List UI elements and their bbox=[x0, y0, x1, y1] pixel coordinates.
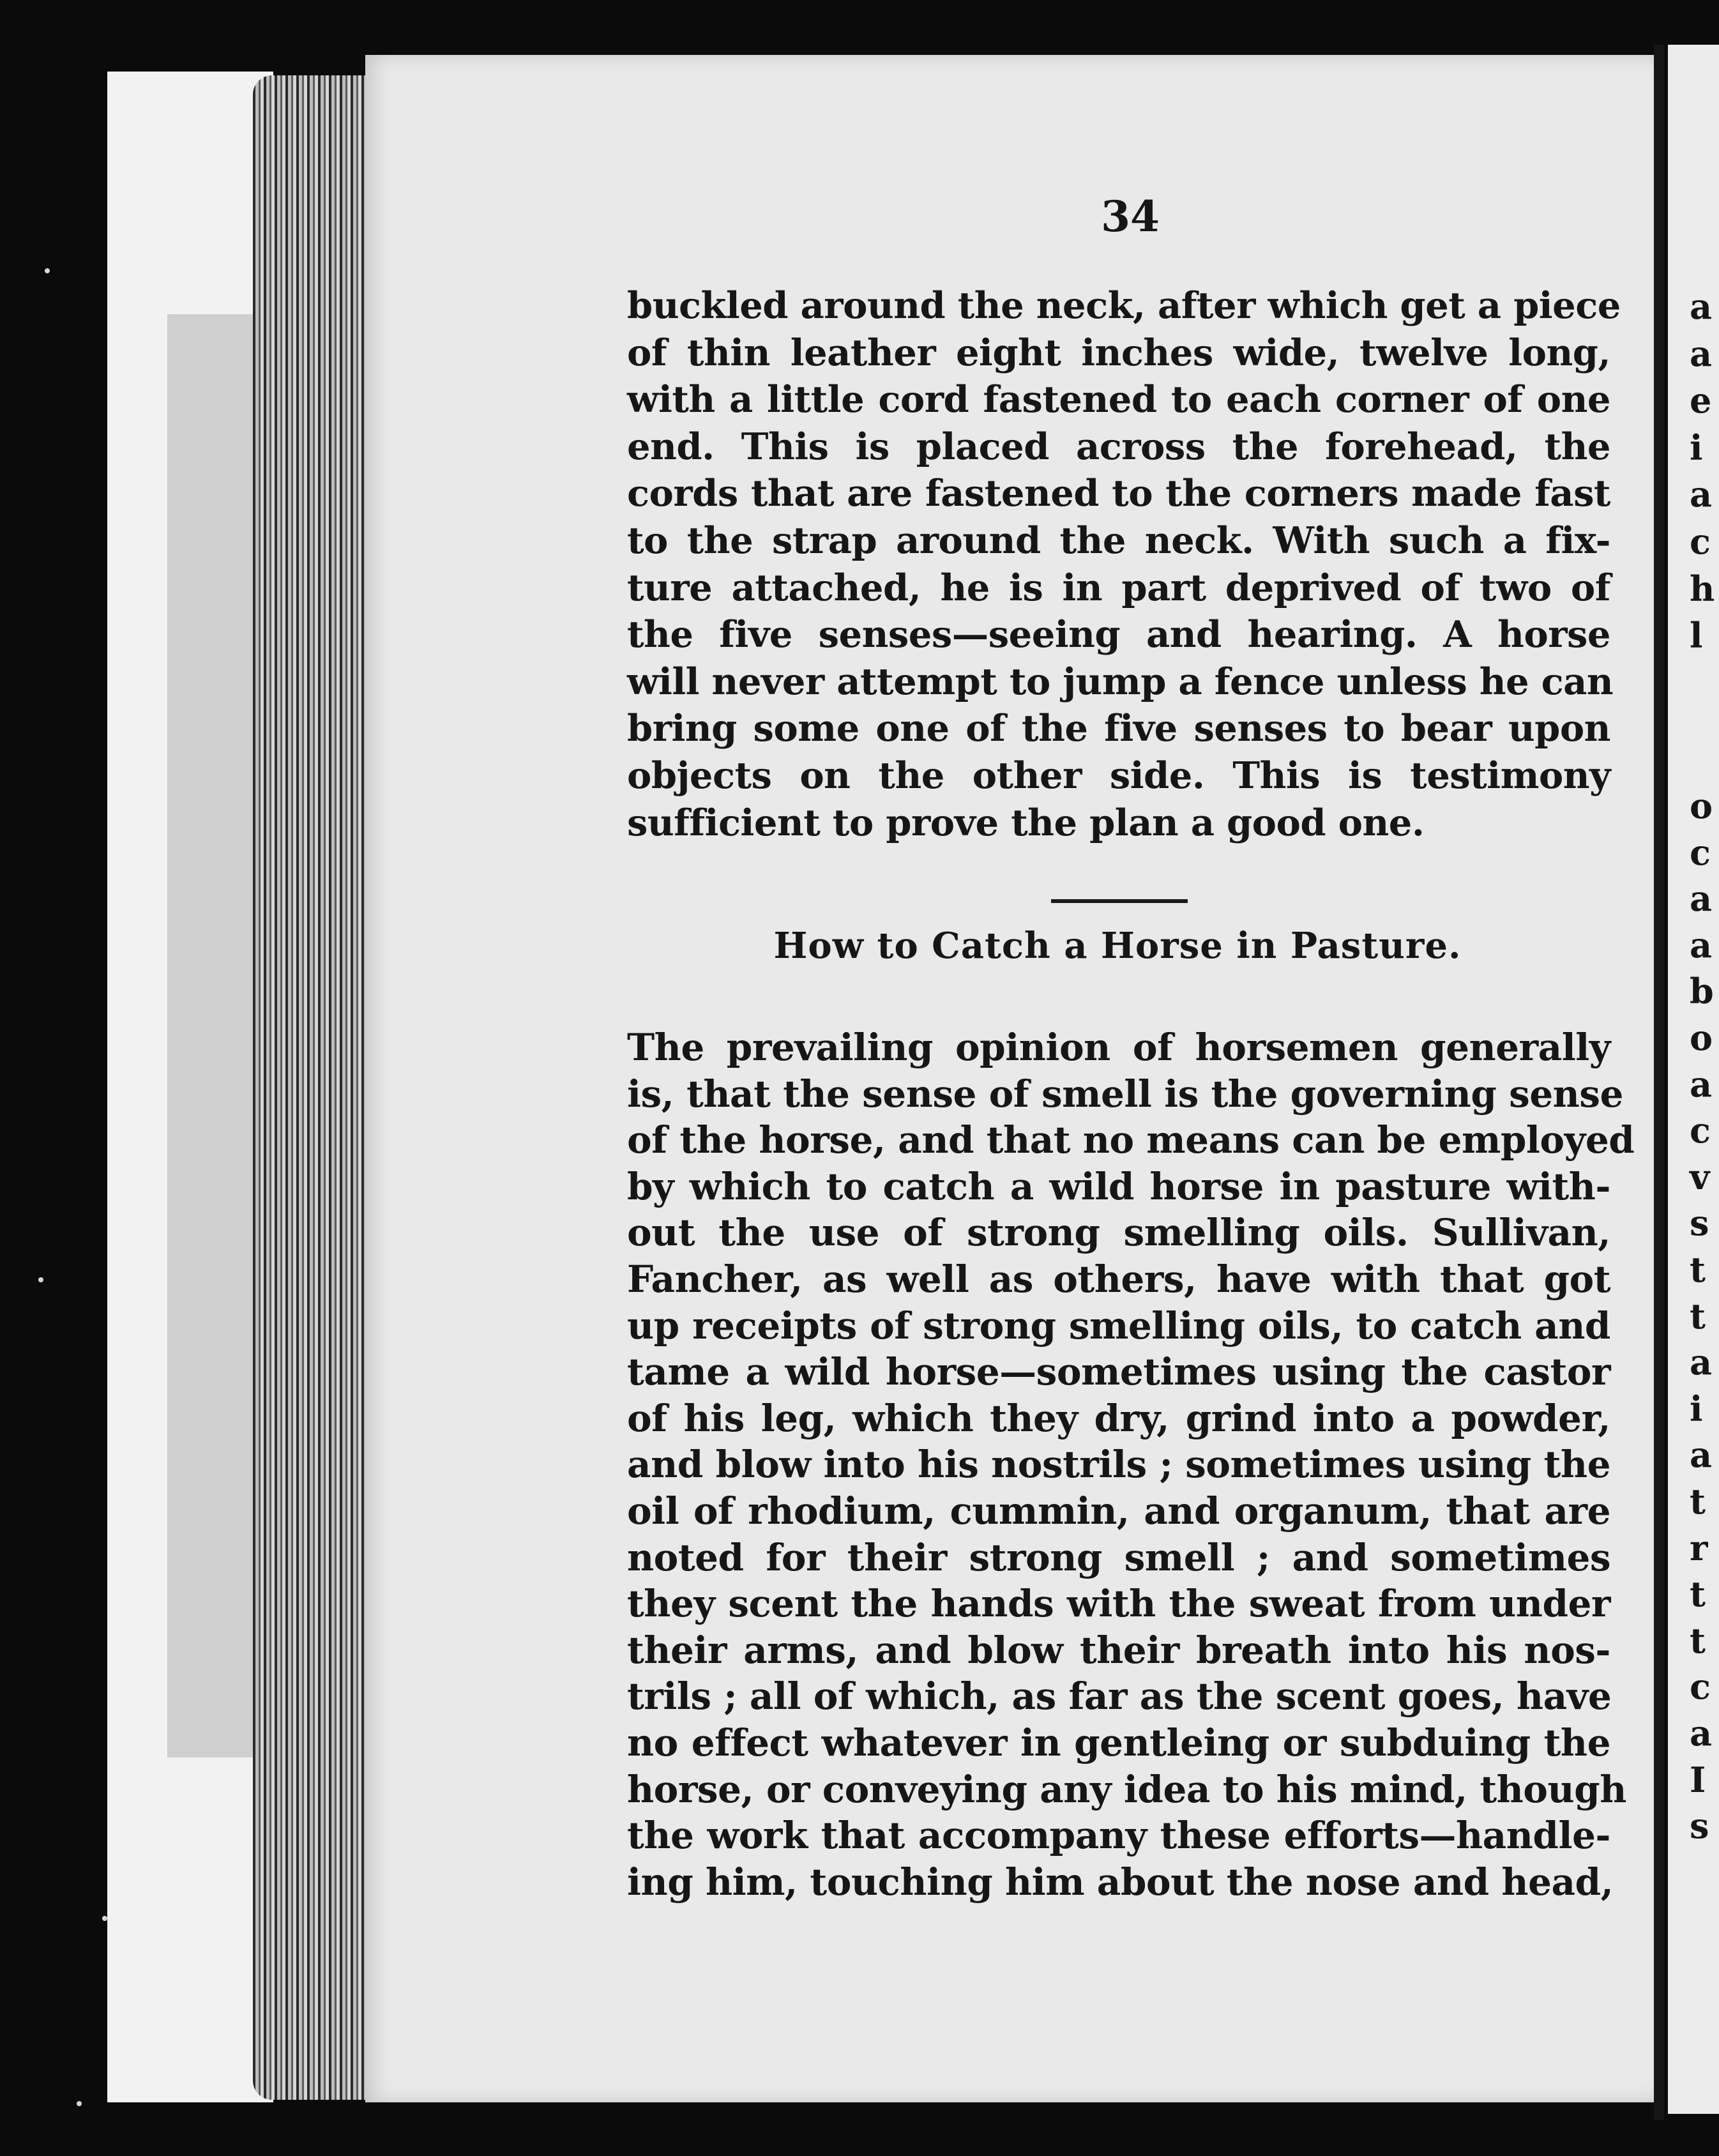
text-line: noted for their strong smell ; and sometimes bbox=[627, 1535, 1610, 1579]
next-page-fragment: h bbox=[1690, 568, 1715, 609]
scan-speck bbox=[102, 1916, 107, 1921]
next-page-fragment: c bbox=[1690, 1666, 1711, 1708]
text-line: their arms, and blow their breath into his nos- bbox=[627, 1628, 1610, 1672]
text-line: will never attempt to jump a fence unless he can bbox=[627, 659, 1614, 703]
text-line: oil of rhodium, cummin, and organum, that are bbox=[627, 1489, 1610, 1533]
book-gutter bbox=[1654, 45, 1664, 2120]
next-page-fragment: a bbox=[1690, 1063, 1712, 1105]
scan-speck bbox=[77, 2101, 82, 2106]
text-line: by which to catch a wild horse in pasture with- bbox=[627, 1164, 1610, 1208]
paragraph-1 bbox=[627, 282, 1621, 846]
next-page-fragment: s bbox=[1690, 1805, 1709, 1847]
text-line: sufficient to prove the plan a good one. bbox=[627, 800, 1425, 844]
next-page-fragment: s bbox=[1690, 1203, 1709, 1244]
text-line: out the use of strong smelling oils. Sullivan, bbox=[627, 1211, 1610, 1255]
text-line: of the horse, and that no means can be employed bbox=[627, 1118, 1635, 1162]
text-line: cords that are fastened to the corners made fast bbox=[627, 471, 1610, 515]
text-line: is, that the sense of smell is the governing sense bbox=[627, 1072, 1623, 1116]
next-page-fragment: a bbox=[1690, 286, 1712, 327]
book-page-edges bbox=[253, 75, 365, 2100]
text-line: tame a wild horse—sometimes using the castor bbox=[627, 1350, 1610, 1394]
text-line: objects on the other side. This is testimony bbox=[627, 753, 1610, 797]
text-line: the work that accompany these efforts—handle- bbox=[627, 1814, 1610, 1858]
paragraph-2 bbox=[627, 1024, 1635, 1905]
text-line: they scent the hands with the sweat from under bbox=[627, 1582, 1610, 1626]
next-page-fragment: v bbox=[1690, 1156, 1710, 1197]
text-line: the five senses—seeing and hearing. A horse bbox=[627, 612, 1610, 657]
next-page-fragment: e bbox=[1690, 380, 1712, 421]
text-line: Fancher, as well as others, have with that got bbox=[627, 1257, 1610, 1301]
next-page-fragment: a bbox=[1690, 1434, 1712, 1476]
text-line: with a little cord fastened to each corner of one bbox=[627, 377, 1610, 421]
text-line: trils ; all of which, as far as the scent goes, have bbox=[627, 1674, 1612, 1719]
text-line: ing him, touching him about the nose and head, bbox=[627, 1860, 1614, 1904]
next-page-fragment: I bbox=[1690, 1759, 1706, 1800]
next-page-fragment: t bbox=[1690, 1481, 1706, 1522]
text-line: bring some one of the five senses to bear upon bbox=[627, 706, 1610, 750]
scan-speck bbox=[45, 268, 50, 273]
scan-speck bbox=[38, 1277, 43, 1282]
next-page-fragment: a bbox=[1690, 1342, 1712, 1383]
text-line: of his leg, which they dry, grind into a powder, bbox=[627, 1396, 1610, 1440]
next-page-fragment: t bbox=[1690, 1249, 1706, 1290]
next-page-fragment: a bbox=[1690, 474, 1712, 515]
next-page-fragment: o bbox=[1690, 1017, 1713, 1058]
next-page-fragment: i bbox=[1690, 1388, 1703, 1429]
text-line: and blow into his nostrils ; sometimes using the bbox=[627, 1443, 1610, 1487]
next-page-fragment: t bbox=[1690, 1620, 1706, 1661]
next-page-fragment: r bbox=[1690, 1527, 1708, 1568]
scan-mount-shadow bbox=[167, 314, 263, 1757]
next-page-fragment: c bbox=[1690, 831, 1711, 873]
next-page-fragment: a bbox=[1690, 924, 1712, 966]
section-heading: How to Catch a Horse in Pasture. bbox=[773, 925, 1462, 967]
next-page-fragment: o bbox=[1690, 786, 1713, 826]
text-line: of thin leather eight inches wide, twelve long, bbox=[627, 330, 1610, 374]
text-line: The prevailing opinion of horsemen generally bbox=[627, 1026, 1610, 1069]
next-page-fragment: t bbox=[1690, 1574, 1706, 1615]
next-page-fragment: c bbox=[1690, 1110, 1711, 1151]
text-line: end. This is placed across the forehead, the bbox=[627, 424, 1610, 468]
text-line: horse, or conveying any idea to his mind, though bbox=[627, 1767, 1626, 1811]
next-page-fragment: c bbox=[1690, 521, 1711, 562]
section-divider-rule bbox=[1051, 899, 1188, 903]
next-page-fragment: b bbox=[1690, 971, 1714, 1012]
next-page-fragment: a bbox=[1690, 1713, 1712, 1754]
page-number: 34 bbox=[1101, 192, 1160, 241]
next-page-fragment: a bbox=[1690, 878, 1712, 920]
text-line: buckled around the neck, after which get a piece bbox=[627, 284, 1621, 327]
next-page-fragment: a bbox=[1690, 333, 1712, 374]
text-line: no effect whatever in gentleing or subduing the bbox=[627, 1720, 1610, 1765]
next-page-fragment: i bbox=[1690, 427, 1703, 468]
text-line: to the strap around the neck. With such a fix- bbox=[627, 518, 1610, 562]
text-line: up receipts of strong smelling oils, to catch and bbox=[627, 1303, 1610, 1348]
next-page-fragment: t bbox=[1690, 1295, 1706, 1337]
text-line: ture attached, he is in part deprived of two of bbox=[627, 565, 1610, 609]
next-page-fragment: l bbox=[1690, 615, 1703, 657]
